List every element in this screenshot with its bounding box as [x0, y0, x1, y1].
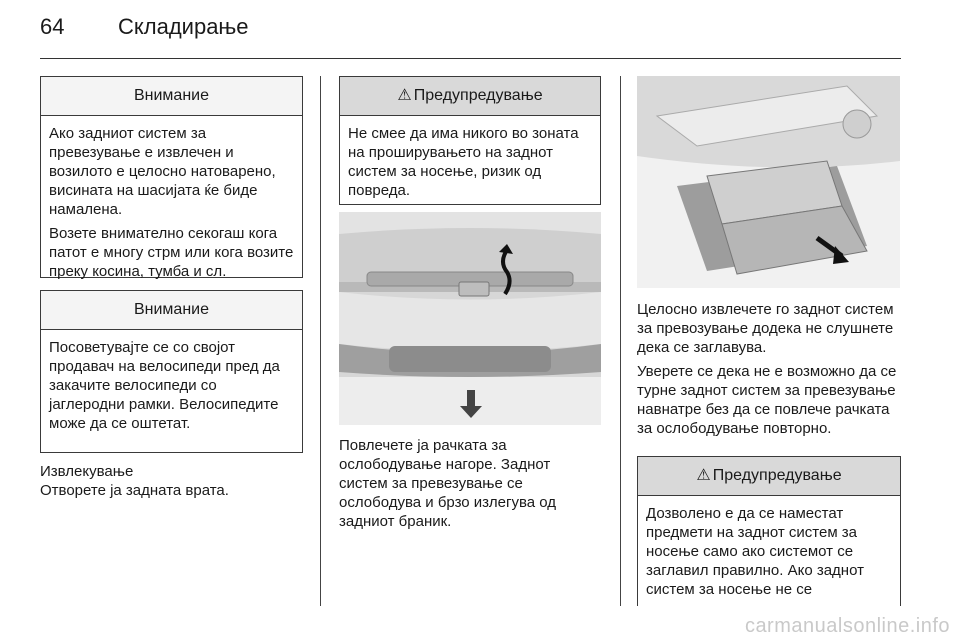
instruction-paragraph: Уверете се дека не е возможно да се турне заднот систем за превезување навнатре без да се повлече рачката за ослободување повторно.	[637, 363, 897, 437]
warning-box-1	[339, 76, 601, 205]
instruction-paragraph: Целосно извлечете го заднот систем за превозување додека не слушнете дека се заглавува.	[637, 301, 894, 356]
section-heading: Извлекување	[40, 463, 134, 480]
release-handle-illustration	[339, 212, 601, 425]
page-number: 64	[40, 14, 65, 39]
warning-paragraph: Дозволено е да се наместат предмети на заднот систем за носење само ако системот се заглавил правилно. Ако заднот систем за носење не се	[646, 505, 864, 598]
caution-box-1	[40, 76, 303, 278]
section-text: Отворете ја задната врата.	[40, 482, 229, 499]
header-rule	[40, 58, 901, 59]
page-title: Складирање	[118, 14, 249, 39]
caution-box-heading: Внимание	[41, 77, 302, 116]
caution-box-heading: Внимание	[41, 291, 302, 330]
warning-heading-text: Предупредување	[413, 87, 543, 104]
caution-paragraph: Посоветувајте се со својот продавач на велосипеди пред да закачите велосипеди со јаглеродни рамки. Велосипедите може да се оштетат.	[49, 339, 280, 432]
warning-box-2	[637, 456, 901, 606]
col3-text	[637, 300, 902, 443]
warning-paragraph: Не смее да има никого во зоната на проширувањето на заднот систем за носење, ризик од повреда.	[348, 125, 579, 199]
page-header	[40, 14, 900, 54]
drawer-illustration	[637, 76, 900, 288]
caution-paragraph: Возете внимателно секогаш кога патот е многу стрм или кога возите преку косина, тумба и сл.	[49, 225, 294, 280]
warning-icon: ⚠	[397, 87, 412, 104]
warning-box-heading	[340, 77, 600, 116]
extraction-section	[40, 462, 305, 500]
watermark: carmanualsonline.info	[744, 615, 950, 637]
caution-paragraph: Ако задниот систем за превезување е извлечен и возилото е целосно натоварено, висината на шасијата ќе биде намалена.	[49, 125, 276, 218]
column-divider-2	[620, 76, 621, 606]
column-divider-1	[320, 76, 321, 606]
release-handle-image	[339, 212, 601, 425]
warning-icon: ⚠	[696, 467, 711, 484]
release-caption: Повлечете ја рачката за ослободување нагоре. Заднот систем за превезување се ослободува и брзо излегува од задниот браник.	[339, 437, 557, 530]
warning-heading-text: Предупредување	[712, 467, 842, 484]
drawer-image	[637, 76, 900, 288]
caution-box-2	[40, 290, 303, 453]
warning-box-heading	[638, 457, 900, 496]
